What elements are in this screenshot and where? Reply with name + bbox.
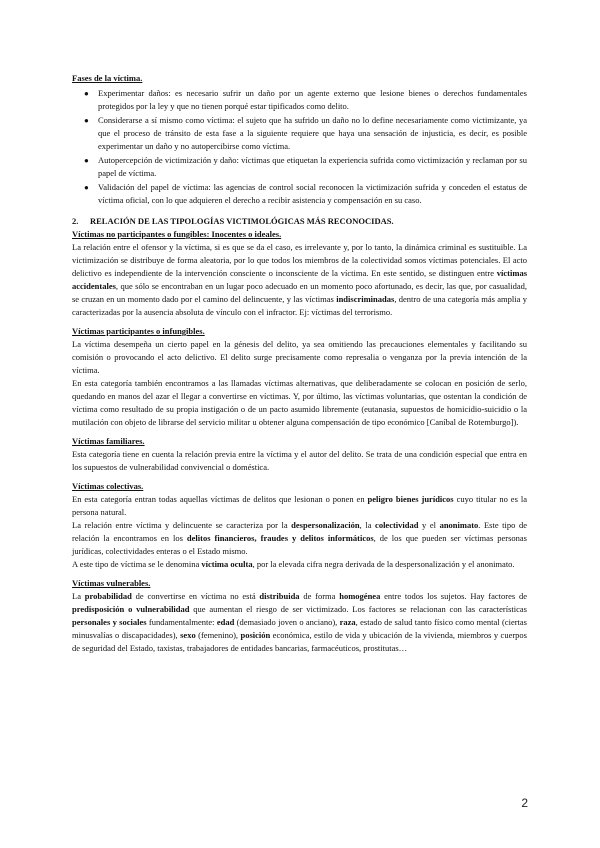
list-item: ● Validación del papel de víctima: las agencias de control social reconocen la victimización sufrida y conceden el estatus de víctima oficial, con lo que adquieren el derecho a recibir asistencia y compensación en su caso. (84, 182, 527, 205)
colectivas-paragraph-1: En esta categoría entran todas aquellas víctimas de delitos que lesionan o ponen en peligro bienes jurídicos cuyo titular no es la persona natural. (72, 494, 527, 517)
colectivas-paragraph-2: La relación entre víctima y delincuente se caracteriza por la despersonalización, la colectividad y el anonimato. Este tipo de relación la encontramos en los delitos financieros, fraudes y delitos informáticos, de los que pueden ser víctimas personas jurídicas, colectividades enteras o el Estado mismo. (72, 520, 527, 556)
no-participantes-heading: Víctimas no participantes o fungibles: Inocentes o ideales. (72, 229, 282, 239)
participantes-heading: Víctimas participantes o infungibles. (72, 326, 205, 336)
bullet-icon: ● (84, 89, 89, 98)
section-2-title (72, 215, 527, 228)
section-number: 2. (72, 216, 79, 226)
no-participantes-paragraph: La relación entre el ofensor y la víctima, si es que se da el caso, es irrelevante y, por lo tanto, la dinámica criminal es sustituible. La victimización se distribuye de forma aleatoria, por lo que todos los miembros de la colectividad somos víctimas potenciales. El acto delictivo es independiente de la intervención consciente o inconsciente de la víctima. En este sentido, se distinguen entre víctimas accidentales, que sólo se encontraban en un lugar poco adecuado en un momento poco afortunado, es decir, las que, por casualidad, se cruzan en un momento dado por el camino del delincuente, y las víctimas indiscriminadas, dentro de una categoría más amplia y caracterizadas por la ausencia absoluta de vínculo con el infractor. Ej: víctimas del terrorismo. (72, 242, 527, 317)
bullet-icon: ● (84, 156, 89, 165)
bullet-icon: ● (84, 116, 89, 125)
bullet-icon: ● (84, 183, 89, 192)
section-title-text: RELACIÓN DE LAS TIPOLOGÍAS VICTIMOLÓGICAS MÁS RECONOCIDAS. (90, 216, 394, 226)
list-item: ● Experimentar daños: es necesario sufrir un daño por un agente externo que lesione bienes o derechos fundamentales protegidos por la ley y que no tienen porqué estar tipificados como delito. (84, 88, 527, 111)
familiares-heading: Víctimas familiares. (72, 436, 145, 446)
vulnerables-heading: Víctimas vulnerables. (72, 578, 151, 588)
page-content (72, 72, 527, 655)
fases-heading: Fases de la víctima. (72, 73, 143, 83)
list-item: ● Autopercepción de victimización y daño: víctimas que etiquetan la experiencia sufrida como victimización y reclaman por su papel de víctima. (84, 155, 527, 178)
fases-list (72, 87, 527, 207)
list-item: ● Considerarse a sí mismo como víctima: el sujeto que ha sufrido un daño no lo define necesariamente como victimizante, ya que el proceso de tránsito de esta fase a la siguiente requiere que haya una sensación de injusticia, es decir, es posible experimentar un daño y no autopercibirse como víctima. (84, 115, 527, 151)
participantes-paragraph-2: En esta categoría también encontramos a las llamadas víctimas alternativas, que deliberadamente se colocan en posición de serlo, quedando en manos del azar el llegar a convertirse en víctimas. Y, por último, las víctimas voluntarias, que ostentan la condición de víctima como resultado de su propia instigación o de un pacto asumido libremente (eutanasia, supuestos de homicidio-suicidio o la mutilación con objeto de librarse del servicio militar u obtener alguna compensación de tipo económico [Caníbal de Rotemburgo]). (72, 378, 527, 427)
colectivas-paragraph-3: A este tipo de víctima se le denomina víctima oculta, por la elevada cifra negra derivada de la despersonalización y el anonimato. (72, 559, 515, 569)
familiares-paragraph: Esta categoría tiene en cuenta la relación previa entre la víctima y el autor del delito. Se trata de una condición especial que entra en los supuestos de vulnerabilidad convivencial o doméstica. (72, 449, 527, 472)
page-number: 2 (521, 796, 528, 810)
participantes-paragraph-1: La víctima desempeña un cierto papel en la génesis del delito, ya sea omitiendo las precauciones elementales y facilitando su comisión o provocando el acto delictivo. El delito surge precisamente como represalia o venganza por la previa intención de la víctima. (72, 339, 527, 375)
colectivas-heading: Víctimas colectivas. (72, 481, 144, 491)
vulnerables-paragraph: La probabilidad de convertirse en víctima no está distribuida de forma homogénea entre todos los sujetos. Hay factores de predisposición o vulnerabilidad que aumentan el riesgo de ser victimizado. Los factores se relacionan con las características personales y sociales fundamentalmente: edad (demasiado joven o anciano), raza, estado de salud tanto físico como mental (ciertas minusvalías o discapacidades), sexo (femenino), posición económica, estilo de vida y ubicación de la vivienda, miembros y cuerpos de seguridad del Estado, taxistas, trabajadores de entidades bancarias, farmacéuticos, prostitutas… (72, 591, 527, 653)
